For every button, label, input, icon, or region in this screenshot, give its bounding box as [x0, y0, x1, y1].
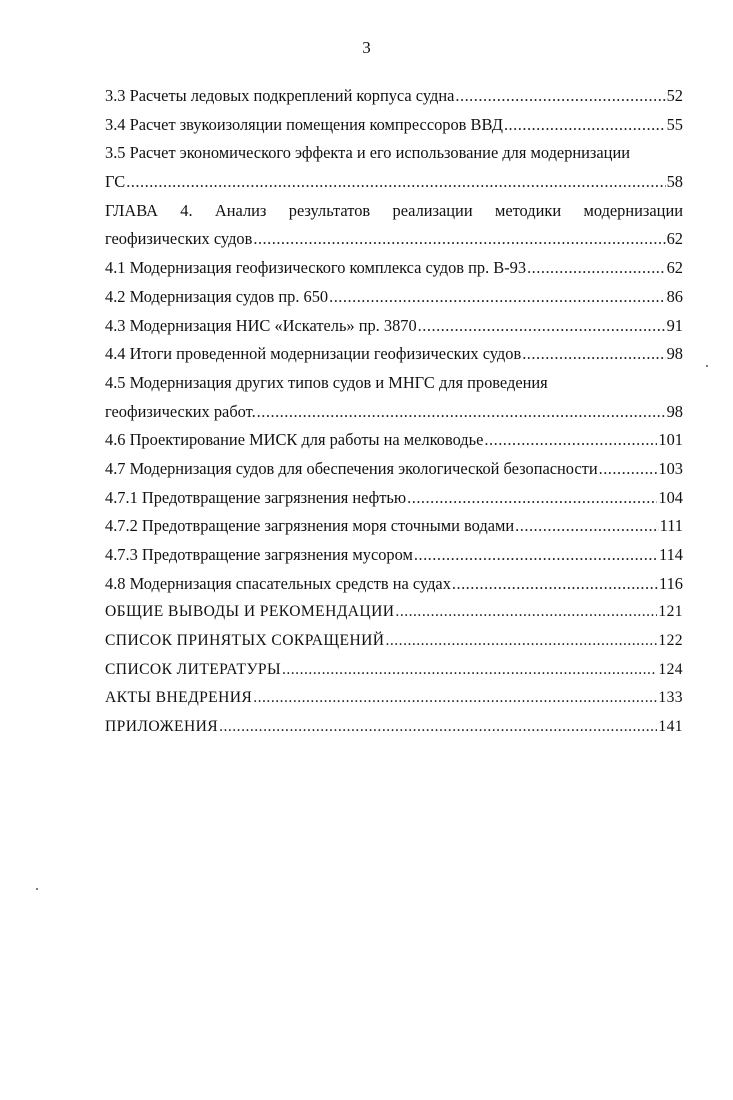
- toc-entry-page: 86: [666, 286, 683, 306]
- toc-entry-page: 104: [658, 487, 683, 507]
- toc-entry: [105, 656, 683, 685]
- toc-entry-page: 133: [658, 689, 683, 707]
- dot-leader: [418, 312, 666, 341]
- dot-leader: [452, 570, 658, 599]
- toc-entry-title: 4.7.3 Предотвращение загрязнения мусором: [105, 545, 413, 564]
- dot-leader: [522, 340, 665, 369]
- toc-entry: [105, 283, 683, 312]
- toc-entry-title: 4.1 Модернизация геофизического комплекса судов пр. В-93: [105, 258, 527, 278]
- toc-entry-page: 58: [666, 172, 683, 192]
- toc-entry-title: 3.3 Расчеты ледовых подкреплений корпуса судна: [105, 86, 455, 105]
- toc-entry: [105, 713, 683, 742]
- toc-entry-page: 116: [659, 573, 683, 593]
- dot-leader: [253, 684, 657, 713]
- toc-entry: [105, 455, 683, 484]
- dot-leader: [257, 398, 666, 427]
- toc-entry-first-line: 3.5 Расчет экономического эффекта и его использование для модернизации: [105, 143, 630, 163]
- toc-entry-title: СПИСОК ПРИНЯТЫХ СОКРАЩЕНИЙ: [105, 632, 385, 650]
- toc-entry-title: 4.6 Проектирование МИСК для работы на мелководье: [105, 430, 484, 450]
- dot-leader: [219, 713, 657, 742]
- toc-entry: [105, 139, 683, 196]
- toc-entry-title: 4.7.2 Предотвращение загрязнения моря сточными водами: [105, 516, 515, 536]
- scan-speck: [706, 365, 708, 367]
- toc-entry-page: 141: [658, 718, 683, 736]
- dot-leader: [407, 484, 657, 513]
- toc-entry-title: ГС: [105, 172, 126, 192]
- toc-entry: [105, 197, 683, 254]
- toc-entry-title: 4.2 Модернизация судов пр. 650: [105, 286, 329, 306]
- toc-entry-title: АКТЫ ВНЕДРЕНИЯ: [105, 689, 253, 707]
- toc-entry-title: ОБЩИЕ ВЫВОДЫ И РЕКОМЕНДАЦИИ: [105, 603, 395, 621]
- toc-entry-page: 111: [659, 516, 683, 536]
- toc-entry: [105, 570, 683, 599]
- scan-speck: [36, 888, 38, 890]
- dot-leader: [395, 598, 657, 627]
- toc-entry: [105, 598, 683, 627]
- dot-leader: [455, 82, 665, 111]
- dot-leader: [599, 455, 658, 484]
- dot-leader: [484, 426, 657, 455]
- dot-leader: [527, 254, 666, 283]
- toc-entry-page: 121: [658, 603, 683, 621]
- dot-leader: [282, 656, 657, 685]
- dot-leader: [253, 225, 665, 254]
- table-of-contents: [105, 82, 683, 742]
- toc-entry-page: 62: [666, 229, 683, 249]
- toc-entry: [105, 369, 683, 426]
- toc-entry-page: 91: [666, 315, 683, 335]
- dot-leader: [126, 168, 665, 197]
- toc-entry-title: 3.4 Расчет звукоизоляции помещения компрессоров ВВД: [105, 114, 503, 134]
- dot-leader: [329, 283, 666, 312]
- toc-entry-page: 124: [658, 660, 683, 678]
- toc-entry-page: 122: [658, 632, 683, 650]
- toc-entry-title: 4.4 Итоги проведенной модернизации геофизических судов: [105, 344, 522, 364]
- toc-entry-page: 114: [659, 545, 683, 564]
- toc-entry: [105, 254, 683, 283]
- toc-entry-title: СПИСОК ЛИТЕРАТУРЫ: [105, 660, 281, 678]
- toc-entry-page: 98: [666, 344, 683, 364]
- toc-entry-title: геофизических судов: [105, 229, 253, 249]
- toc-entry: [105, 82, 683, 111]
- dot-leader: [414, 541, 658, 570]
- toc-entry-title: 4.8 Модернизация спасательных средств на судах: [105, 573, 451, 593]
- toc-entry-first-line: 4.5 Модернизация других типов судов и МНГС для проведения: [105, 372, 548, 392]
- dot-leader: [515, 512, 658, 541]
- toc-entry: [105, 111, 683, 140]
- toc-entry-title: ПРИЛОЖЕНИЯ: [105, 718, 219, 736]
- toc-entry-title: 4.7 Модернизация судов для обеспечения экологической безопасности: [105, 458, 598, 478]
- dot-leader: [385, 627, 657, 656]
- toc-entry-title: 4.7.1 Предотвращение загрязнения нефтью: [105, 487, 407, 507]
- toc-entry-first-line: ГЛАВА 4. Анализ результатов реализации методики модернизации: [105, 200, 683, 220]
- toc-entry-page: 98: [666, 401, 683, 421]
- toc-entry-page: 52: [666, 86, 683, 105]
- toc-entry-page: 101: [658, 430, 683, 450]
- toc-entry: [105, 512, 683, 541]
- toc-entry-page: 103: [658, 458, 683, 478]
- toc-entry: [105, 312, 683, 341]
- toc-entry-title: геофизических работ.: [105, 401, 256, 421]
- dot-leader: [504, 111, 666, 140]
- toc-entry: [105, 426, 683, 455]
- toc-entry-page: 62: [666, 258, 683, 278]
- toc-entry-page: 55: [666, 114, 683, 134]
- toc-entry: [105, 684, 683, 713]
- toc-entry: [105, 484, 683, 513]
- toc-entry: [105, 627, 683, 656]
- toc-entry: [105, 541, 683, 570]
- page-number: 3: [362, 38, 371, 57]
- toc-entry-title: 4.3 Модернизация НИС «Искатель» пр. 3870: [105, 315, 417, 335]
- toc-entry: [105, 340, 683, 369]
